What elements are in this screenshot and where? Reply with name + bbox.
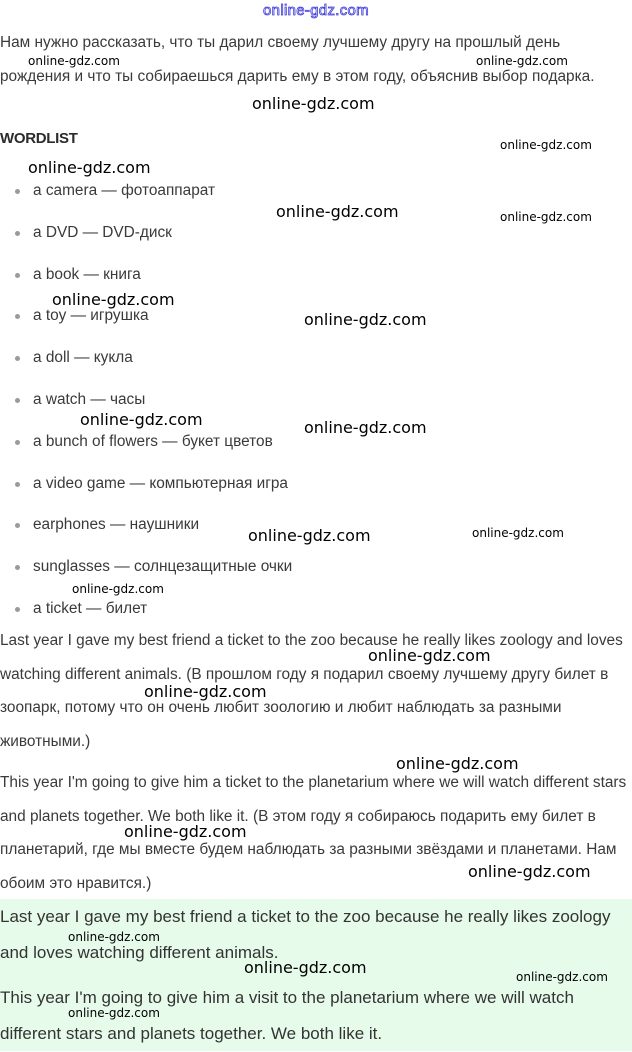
list-item-text: a DVD — DVD-диск: [33, 223, 172, 241]
watermark: online-gdz.com: [276, 202, 399, 221]
list-item-text: earphones — наушники: [33, 516, 200, 534]
list-item-text: a book — книга: [33, 265, 141, 283]
bullet-icon: [15, 231, 20, 236]
list-item-text: a bunch of flowers — букет цветов: [33, 432, 273, 450]
watermark: online-gdz.com: [68, 930, 160, 944]
list-item-text: a watch — часы: [33, 390, 146, 408]
list-item-text: a ticket — билет: [33, 599, 148, 617]
bullet-icon: [15, 482, 20, 487]
watermark: online-gdz.com: [28, 158, 151, 177]
list-item: [0, 173, 292, 215]
bullet-icon: [15, 189, 20, 194]
watermark: online-gdz.com: [500, 138, 592, 152]
list-item: [0, 215, 292, 257]
bullet-icon: [15, 356, 20, 361]
wordlist: [0, 173, 292, 633]
watermark: online-gdz.com: [500, 210, 592, 224]
watermark: online-gdz.com: [144, 682, 267, 701]
bullet-icon: [15, 523, 20, 528]
watermark: online-gdz.com: [244, 958, 367, 977]
watermark: online-gdz.com: [304, 418, 427, 437]
list-item-text: a toy — игрушка: [33, 307, 149, 325]
task-intro: Нам нужно рассказать, что ты дарил своему лучшему другу на прошлый день рождения и что ты собираешься дарить ему в этом году, объяснив выбор подарка.: [0, 34, 595, 85]
bullet-icon: [15, 314, 20, 319]
list-item: [0, 466, 292, 508]
watermark: online-gdz.com: [28, 54, 120, 68]
bullet-icon: [15, 607, 20, 612]
watermark: online-gdz.com: [516, 970, 608, 984]
answer-paragraph-1: Last year I gave my best friend a ticket to the zoo because he really likes zoology and loves watching different animals.: [0, 907, 611, 962]
watermark: online-gdz.com: [124, 822, 247, 841]
site-logo-mark: online-gdz.com: [263, 2, 369, 19]
watermark: online-gdz.com: [72, 582, 164, 596]
answer-paragraph-2: This year I'm going to give him a visit to the planetarium where we will watch different stars and planets together. We both like it.: [0, 988, 574, 1043]
watermark: online-gdz.com: [396, 754, 519, 773]
watermark: online-gdz.com: [248, 526, 371, 545]
bullet-icon: [15, 565, 20, 570]
watermark: online-gdz.com: [68, 1006, 160, 1020]
watermark: online-gdz.com: [472, 526, 564, 540]
list-item: [0, 424, 292, 466]
example-paragraph-2: This year I'm going to give him a ticket to the planetarium where we will watch different stars and planets together. We both like it. (В этом году я собираюсь подарить ему билет в планетарий, где мы вместе будем наблюдать за разными звёздами и планетами. Нам обоим это нравится.): [0, 774, 627, 892]
wordlist-heading: WORDLIST: [0, 130, 78, 147]
example-paragraph-1: Last year I gave my best friend a ticket to the zoo because he really likes zoology and loves watching different animals. (В прошлом году я подарил своему лучшему другу билет в зоопарк, потому что он очень любит зоологию и любит наблюдать за разными животными.): [0, 632, 623, 750]
bullet-icon: [15, 273, 20, 278]
bullet-icon: [15, 440, 20, 445]
list-item: [0, 340, 292, 382]
watermark: online-gdz.com: [368, 646, 491, 665]
watermark: online-gdz.com: [304, 310, 427, 329]
list-item-text: sunglasses — солнцезащитные очки: [33, 558, 293, 576]
list-item-text: a video game — компьютерная игра: [33, 474, 288, 492]
list-item-text: a camera — фотоаппарат: [33, 182, 216, 199]
list-item-text: a doll — кукла: [33, 349, 133, 367]
watermark: online-gdz.com: [476, 54, 568, 68]
watermark: online-gdz.com: [80, 410, 203, 429]
watermark: online-gdz.com: [468, 862, 591, 881]
bullet-icon: [15, 398, 20, 403]
watermark: online-gdz.com: [252, 94, 375, 113]
watermark: online-gdz.com: [52, 290, 175, 309]
